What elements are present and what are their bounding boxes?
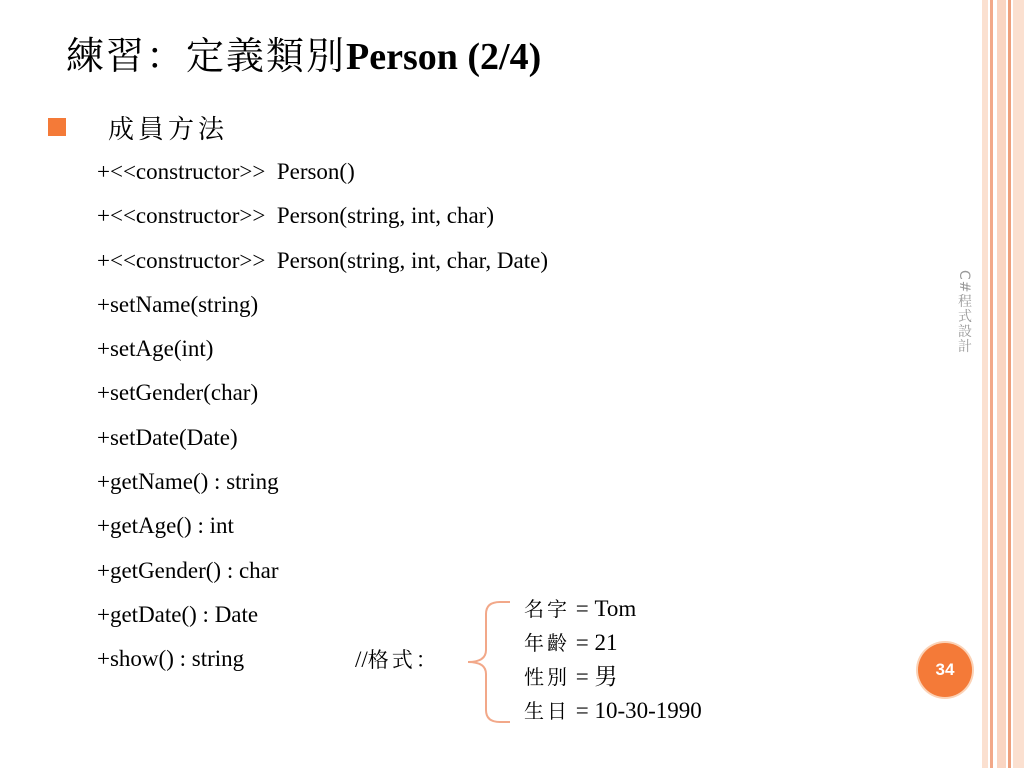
- method-item: +setAge(int): [97, 336, 214, 362]
- decor-stripe-1: [982, 0, 988, 768]
- method-item: +getGender() : char: [97, 557, 279, 583]
- method-item: +getAge() : int: [97, 513, 234, 539]
- format-line-value: = 21: [575, 630, 618, 655]
- format-label-prefix: //: [355, 647, 368, 672]
- method-item: +<<constructor>> Person(string, int, char): [97, 203, 494, 229]
- left-brace-icon: [462, 600, 512, 724]
- method-item: +setDate(Date): [97, 424, 238, 450]
- format-line: [524, 626, 702, 660]
- format-line: [524, 660, 702, 694]
- format-label-cjk: 格式：: [367, 648, 440, 672]
- decor-stripe-4: [1008, 0, 1011, 768]
- format-line: [524, 694, 702, 728]
- decor-stripe-5: [1013, 0, 1024, 768]
- method-item: +getName() : string: [97, 469, 279, 495]
- slide-title: [66, 30, 541, 83]
- method-item: +<<constructor>> Person(): [97, 159, 355, 184]
- format-line-label: 生日: [524, 699, 570, 723]
- format-line-value: = 男: [575, 664, 618, 689]
- method-item: +show() : string: [97, 646, 245, 672]
- format-line-label: 名字: [524, 597, 570, 621]
- slide-title-en: Person (2/4): [346, 36, 542, 78]
- method-item: +setName(string): [97, 291, 259, 317]
- decor-stripe-2: [990, 0, 993, 768]
- method-item: +getDate() : Date: [97, 601, 259, 627]
- format-line-label: 性別: [524, 665, 570, 689]
- format-list: [524, 592, 702, 728]
- page-number-badge: 34: [918, 643, 972, 697]
- section-heading: 成員方法: [108, 115, 229, 145]
- method-item: +setGender(char): [97, 380, 259, 406]
- format-line: [524, 592, 702, 626]
- square-bullet-icon: [48, 118, 66, 136]
- format-line-value: = Tom: [575, 596, 637, 621]
- side-course-label: C#程式設計: [956, 270, 972, 354]
- method-item: +<<constructor>> Person(string, int, char, Date): [97, 247, 548, 273]
- format-line-value: = 10-30-1990: [575, 698, 702, 723]
- format-line-label: 年齡: [524, 631, 570, 655]
- decor-stripe-3: [997, 0, 1006, 768]
- format-label: [355, 642, 440, 678]
- slide-title-cjk: 練習：定義類別: [66, 34, 347, 78]
